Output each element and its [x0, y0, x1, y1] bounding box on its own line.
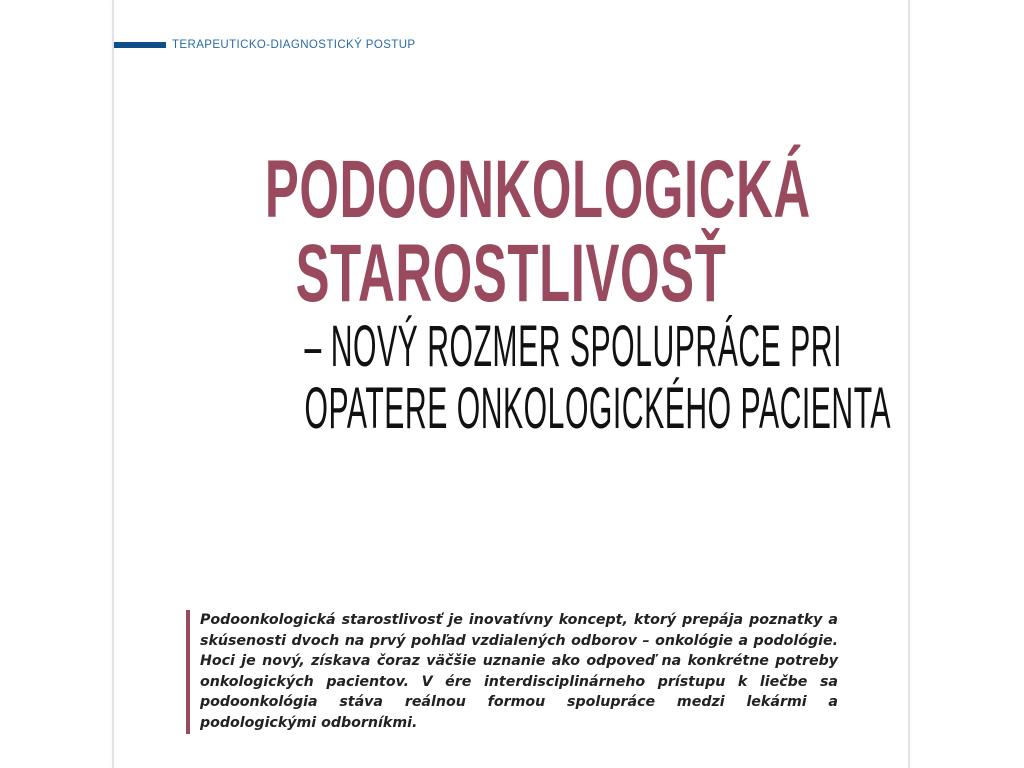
article-heading [114, 144, 908, 441]
lead-paragraph: Podoonkologická starostlivosť je inovatívny koncept, ktorý prepája poznatky a skúsenosti dvoch na prvý pohľad vzdialených odborov – onkológie a podológie. Hoci je nový, získava čoraz väčšie uznanie ako odpoveď na konkrétne potreby onkologických pacientov. V ére interdisciplinárneho prístupu k liečbe sa podoonkológia stáva reálnou formou spolupráce medzi lekármi a podologickými odborníkmi. [200, 612, 838, 731]
section-tag [114, 38, 415, 52]
section-accent-bar [114, 42, 166, 48]
title-line-1: PODOONKOLOGICKÁ [264, 144, 811, 235]
subtitle-line-2: OPATERE ONKOLOGICKÉHO PACIENTA [304, 376, 892, 441]
title-line-2: STAROSTLIVOSŤ [295, 228, 727, 319]
lead-paragraph-block [186, 610, 838, 734]
document-page [112, 0, 910, 768]
section-label: TERAPEUTICKO-DIAGNOSTICKÝ POSTUP [172, 39, 416, 51]
subtitle-line-1: – NOVÝ ROZMER SPOLUPRÁCE PRI [304, 314, 843, 379]
